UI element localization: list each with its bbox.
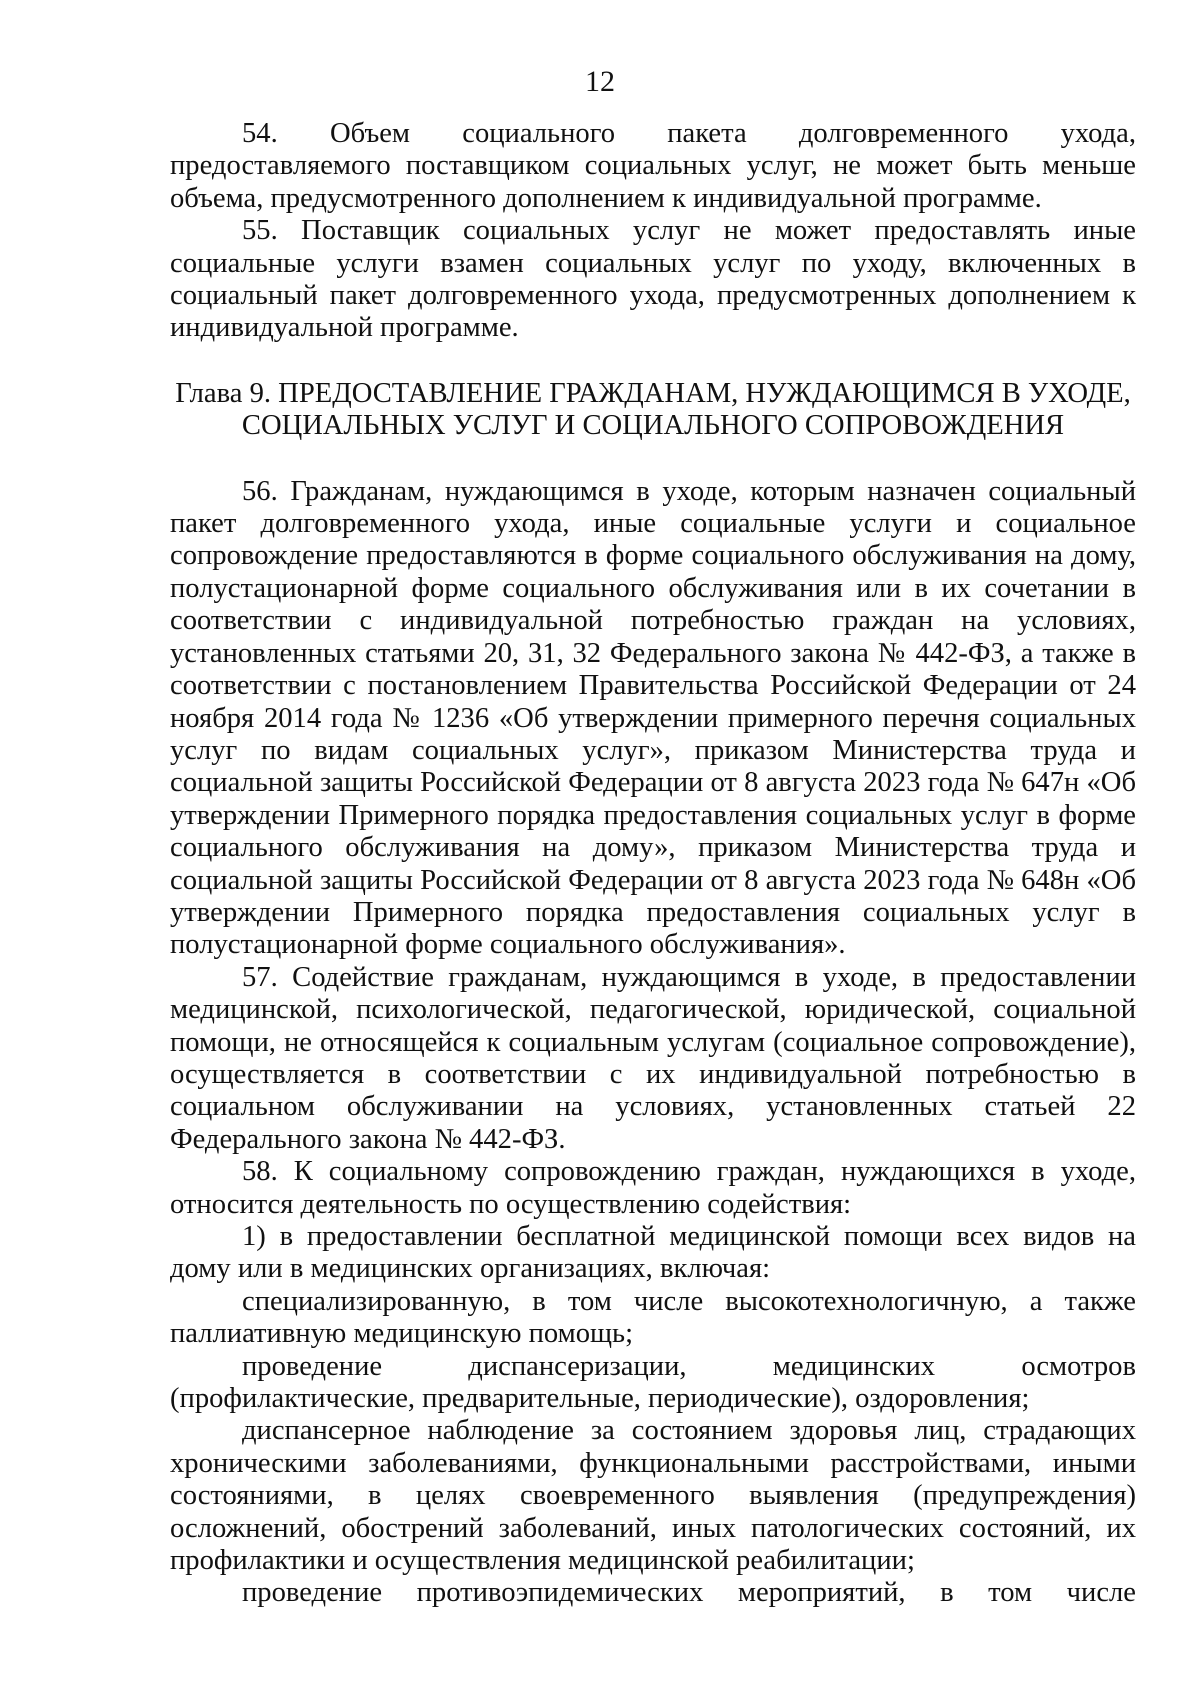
chapter-heading — [170, 378, 1136, 443]
paragraph-58: 58. К социальному сопровождению граждан, нуждающихся в уходе, относится деятельность по осуществлению содействия: — [170, 1156, 1136, 1220]
page-number: 12 — [585, 65, 615, 98]
paragraph-56: 56. Гражданам, нуждающимся в уходе, которым назначен социальный пакет долговременного ухода, иные социальные услуги и социальное сопровождение предоставляются в форме социального обслуживания на дому, полустационарной форме социального обслуживания или в их сочетании в соответствии с индивидуальной потребностью граждан на условиях, установленных статьями 20, 31, 32 Федерального закона № 442-ФЗ, а также в соответствии с постановлением Правительства Российской Федерации от 24 ноября 2014 года № 1236 «Об утверждении примерного перечня социальных услуг по видам социальных услуг», приказом Министерства труда и социальной защиты Российской Федерации от 8 августа 2023 года № 647н «Об утверждении Примерного порядка предоставления социальных услуг в форме социального обслуживания на дому», приказом Министерства труда и социальной защиты Российской Федерации от 8 августа 2023 года № 648н «Об утверждении Примерного порядка предоставления социальных услуг в полустационарной форме социального обслуживания». — [170, 475, 1136, 961]
paragraph-58-item-1-sub-1: специализированную, в том числе высокотехнологичную, а также паллиативную медицинскую помощь; — [170, 1285, 1136, 1350]
chapter-heading-line-1: Глава 9. ПРЕДОСТАВЛЕНИЕ ГРАЖДАНАМ, НУЖДАЮЩИМСЯ В УХОДЕ, — [175, 377, 1131, 409]
chapter-heading-line-2: СОЦИАЛЬНЫХ УСЛУГ И СОЦИАЛЬНОГО СОПРОВОЖДЕНИЯ — [241, 410, 1065, 442]
paragraph-55: 55. Поставщик социальных услуг не может предоставлять иные социальные услуги взамен социальных услуг по уходу, включенных в социальный пакет долговременного ухода, предусмотренных дополнением к индивидуальной программе. — [170, 215, 1136, 344]
paragraph-58-item-1-sub-3: диспансерное наблюдение за состоянием здоровья лиц, страдающих хроническими заболеваниями, функциональными расстройствами, иными состояниями, в целях своевременного выявления (предупреждения) осложнений, обострений заболеваний, иных патологических состояний, их профилактики и осуществления медицинской реабилитации; — [170, 1415, 1136, 1577]
paragraph-58-item-1: 1) в предоставлении бесплатной медицинской помощи всех видов на дому или в медицинских организациях, включая: — [170, 1221, 1136, 1285]
document-body — [170, 118, 1136, 1610]
paragraph-58-item-1-sub-4: проведение противоэпидемических мероприятий, в том числе — [242, 1577, 1136, 1609]
paragraph-54: 54. Объем социального пакета долговременного ухода, предоставляемого поставщиком социальных услуг, не может быть меньше объема, предусмотренного дополнением к индивидуальной программе. — [170, 118, 1136, 214]
paragraph-57: 57. Содействие гражданам, нуждающимся в уходе, в предоставлении медицинской, психологической, педагогической, юридической, социальной помощи, не относящейся к социальным услугам (социальное сопровождение), осуществляется в соответствии с их индивидуальной потребностью в социальном обслуживании на условиях, установленных статьей 22 Федерального закона № 442-ФЗ. — [170, 961, 1136, 1155]
paragraph-58-item-1-sub-2: проведение диспансеризации, медицинских осмотров (профилактические, предварительные, периодические), оздоровления; — [170, 1350, 1136, 1415]
